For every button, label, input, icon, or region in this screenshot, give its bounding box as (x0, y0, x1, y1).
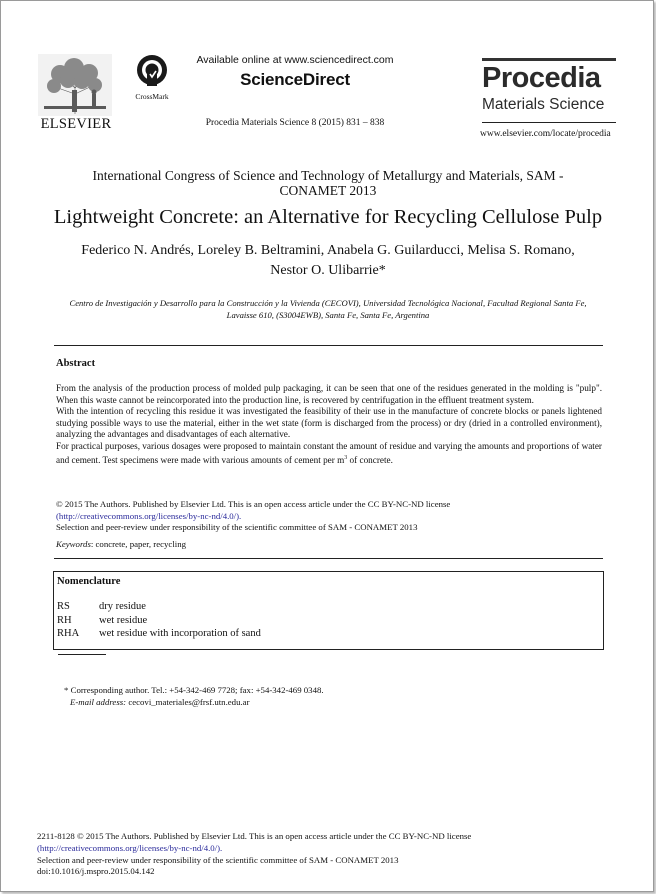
elsevier-logo (38, 54, 112, 116)
brand-rule-top (482, 58, 616, 61)
crossmark-badge[interactable] (134, 54, 170, 101)
nomenclature-definition: wet residue with incorporation of sand (99, 628, 261, 639)
bottom-line-3: Selection and peer-review under responsibility of the scientific committee of SAM - CONAMET 2013 (37, 854, 399, 865)
abstract-paragraph-3-end: of concrete. (347, 454, 393, 465)
nomenclature-symbol: RS (57, 601, 70, 612)
corresponding-author: * Corresponding author. Tel.: +54-342-469 7728; fax: +54-342-469 0348. (64, 685, 324, 695)
license-line-1: © 2015 The Authors. Published by Elsevier Ltd. This is an open access article under the CC BY-NC-ND license (56, 499, 451, 509)
journal-subtitle: Materials Science (482, 96, 605, 113)
abstract-paragraph-3-text: For practical purposes, various dosages were proposed to maintain constant the amount of residue and varying the amounts and proportions of water and cement. Test specimens were made with various amounts of cement per m (56, 440, 602, 465)
abstract-heading: Abstract (56, 358, 96, 369)
bottom-line-1: 2211-8128 © 2015 The Authors. Published by Elsevier Ltd. This is an open access article under the CC BY-NC-ND license (37, 831, 472, 841)
doi[interactable]: doi:10.1016/j.mspro.2015.04.142 (37, 866, 155, 877)
publisher-name: ELSEVIER (40, 116, 112, 132)
author-list-line-2: Nestor O. Ulibarrie* (270, 263, 386, 278)
nomenclature-list (57, 600, 261, 641)
abstract-rule-bottom (54, 558, 603, 559)
abstract-rule-top (54, 345, 603, 346)
journal-citation: Procedia Materials Science 8 (2015) 831 – 838 (205, 118, 385, 128)
bottom-license-link[interactable]: (http://creativecommons.org/licenses/by-nc-nd/4.0/). (37, 842, 223, 853)
nomenclature-box (53, 571, 604, 650)
nomenclature-item (57, 627, 261, 641)
nomenclature-symbol: RH (57, 614, 72, 626)
nomenclature-symbol: RHA (57, 628, 80, 639)
footnote-rule (58, 654, 106, 655)
email-label: E-mail address: (70, 697, 127, 707)
license-link[interactable]: (http://creativecommons.org/licenses/by-nc-nd/4.0/). (56, 510, 242, 521)
footnote (64, 684, 324, 708)
nomenclature-heading: Nomenclature (57, 576, 121, 587)
bottom-copyright (37, 831, 637, 878)
license-block (56, 499, 602, 534)
procedia-brand: Procedia (482, 62, 601, 94)
abstract-paragraph-1: From the analysis of the production process of molded pulp packaging, it can be seen that one of the residues generated in the molding is "pulp". When this waste cannot be reincorporated into the production line, is recovered by centrifugation in the effluent treatment system. (56, 383, 602, 405)
journal-url[interactable]: www.elsevier.com/locate/procedia (480, 129, 611, 139)
crossmark-icon (134, 54, 170, 86)
crossmark-label: CrossMark (135, 92, 169, 101)
license-line-3: Selection and peer-review under responsibility of the scientific committee of SAM - CONAMET 2013 (56, 522, 418, 533)
elsevier-tree-icon (38, 54, 112, 116)
email-address[interactable]: cecovi_materiales@frsf.utn.edu.ar (126, 697, 250, 707)
author-list-line-1: Federico N. Andrés, Loreley B. Beltramini, Anabela G. Guilarducci, Melisa S. Romano, (81, 243, 575, 258)
sciencedirect-logo[interactable]: ScienceDirect (240, 70, 350, 89)
conference-name: International Congress of Science and Technology of Metallurgy and Materials, SAM - CONAMET 2013 (92, 168, 564, 198)
superscript-3: 3 (344, 454, 348, 461)
nomenclature-definition: dry residue (99, 601, 146, 612)
abstract-paragraph-3 (56, 441, 602, 466)
abstract-body (56, 383, 602, 466)
available-online-text: Available online at www.sciencedirect.com (196, 54, 394, 66)
brand-rule-bottom (482, 122, 616, 123)
keywords-line (56, 539, 186, 551)
keywords-label: Keywords (56, 539, 91, 549)
nomenclature-item (57, 614, 261, 628)
nomenclature-definition: wet residue (99, 614, 148, 626)
paper-title: Lightweight Concrete: an Alternative for Recycling Cellulose Pulp (53, 206, 603, 228)
abstract-paragraph-2: With the intention of recycling this residue it was investigated the feasibility of their use in the manufacture of concrete blocks or panels lightened studying possible ways to use the material, either in the wet state (form is discharged from the process) or dry (dried in a controlled environment), analyzing the advantages and disadvantages of each alternative. (56, 406, 602, 440)
nomenclature-item (57, 600, 261, 614)
keywords-text: : concrete, paper, recycling (90, 539, 187, 549)
affiliation: Centro de Investigación y Desarrollo para la Construcción y la Vivienda (CECOVI), Universidad Tecnológica Nacional, Facultad Regional Santa Fe, Lavaisse 610, (S3004EWB), Santa Fe, Santa Fe, Argentina (69, 298, 587, 320)
